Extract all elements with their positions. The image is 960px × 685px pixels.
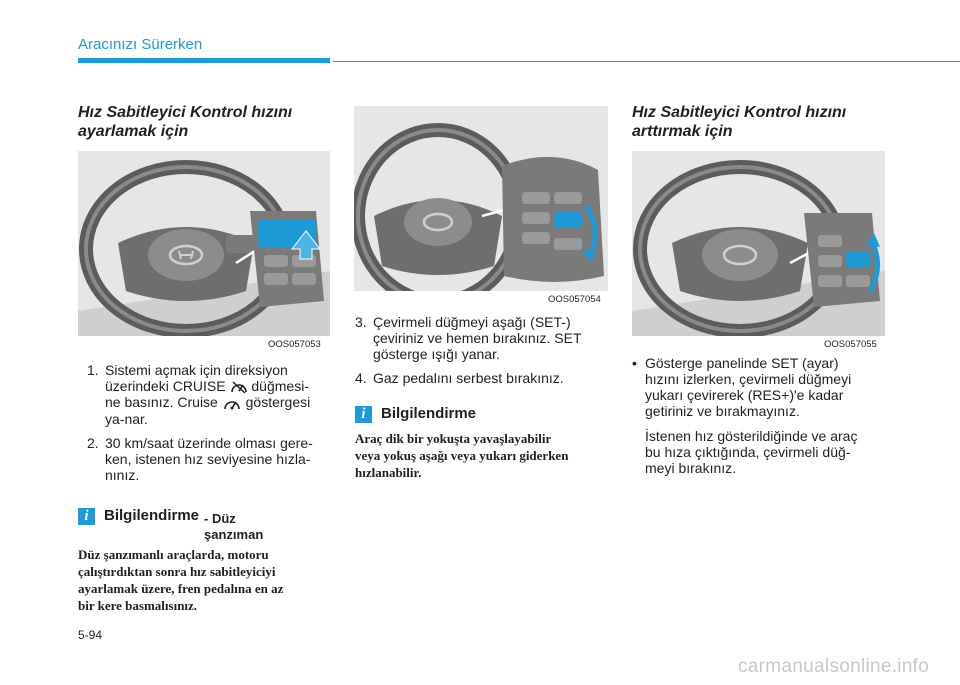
- step-number: 3.: [355, 314, 367, 330]
- info-body-hill: [355, 430, 611, 481]
- heading-adjust-speed: [78, 103, 292, 141]
- heading-line: ayarlamak için: [78, 123, 189, 140]
- watermark: carmanualsonline.info: [738, 656, 930, 677]
- figure-steering-wheel-3: [632, 151, 885, 336]
- info-line: çalıştırdıktan sonra hız sabitleyiciyi: [78, 564, 276, 579]
- step-text: nınız.: [105, 466, 140, 483]
- header-rule-thin: [333, 61, 960, 62]
- bullet-text: Gösterge panelinde SET (ayar): [645, 355, 839, 371]
- step-text: 30 km/saat üzerinde olması gere-: [105, 434, 313, 451]
- info-label: Bilgilendirme: [381, 405, 477, 422]
- steering-wheel-illustration: [354, 106, 608, 291]
- figure-steering-wheel-1: [78, 151, 330, 336]
- cruise-icon: [230, 380, 248, 394]
- step-text: göstergesi: [245, 394, 311, 411]
- page-number: 5-94: [78, 628, 103, 642]
- list-item: [355, 370, 609, 386]
- info-line: hızlanabilir.: [355, 465, 422, 480]
- step-text: ken, istenen hız seviyesine hızla-: [105, 450, 311, 467]
- list-item: [632, 355, 886, 419]
- step-text: Çevirmeli düğmeyi aşağı (SET-): [373, 314, 571, 330]
- figure-steering-wheel-2: [354, 106, 608, 291]
- figure-code: OOS057055: [824, 339, 877, 350]
- bullet-list: [632, 355, 886, 419]
- info-suffix-line: - Düz: [204, 511, 236, 526]
- para-line: bu hıza çıktığında, çevirmeli düğ-: [645, 444, 851, 460]
- step-number: 1.: [87, 362, 99, 378]
- info-icon: i: [78, 508, 95, 525]
- bullet-text: yukarı çevirerek (RES+)'e kadar: [645, 387, 844, 403]
- bullet-text: hızını izlerken, çevirmeli düğmeyi: [645, 371, 852, 387]
- info-header-manual: [78, 507, 263, 543]
- info-line: ayarlamak üzere, fren pedalına en az: [78, 581, 284, 596]
- step-text: ne basınız. Cruise: [105, 394, 218, 411]
- info-line: veya yokuş aşağı veya yukarı giderken: [355, 448, 569, 463]
- info-line: bir kere basmalısınız.: [78, 598, 198, 613]
- figure-code: OOS057054: [548, 294, 601, 305]
- paragraph-release: [645, 428, 887, 476]
- steering-wheel-illustration: [632, 151, 885, 336]
- steps-list: [87, 362, 333, 491]
- figure-code: OOS057053: [268, 339, 321, 350]
- info-icon: i: [355, 406, 372, 423]
- step-text: ya-nar.: [105, 410, 148, 427]
- bullet-text: getiriniz ve bırakmayınız.: [645, 403, 800, 419]
- list-item: [355, 314, 609, 362]
- info-suffix-line: şanzıman: [204, 527, 264, 542]
- list-item: [87, 435, 333, 483]
- cruise-indicator-icon: [222, 397, 242, 411]
- info-line: Düz şanzımanlı araçlarda, motoru: [78, 547, 269, 562]
- heading-line: arttırmak için: [632, 123, 733, 140]
- header-rule-thick: [78, 58, 330, 63]
- step-text: çeviriniz ve hemen bırakınız. SET: [373, 330, 582, 346]
- info-line: Araç dik bir yokuşta yavaşlayabilir: [355, 431, 552, 446]
- para-line: meyi bırakınız.: [645, 460, 737, 476]
- step-text: Gaz pedalını serbest bırakınız.: [373, 370, 564, 386]
- info-body-manual: [78, 546, 334, 614]
- info-header-hill: [355, 405, 476, 423]
- section-title: Aracınızı Sürerken: [78, 36, 203, 53]
- para-line: İstenen hız gösterildiğinde ve araç: [645, 428, 858, 444]
- steering-wheel-illustration: [78, 151, 330, 336]
- step-text: Sistemi açmak için direksiyon: [105, 362, 288, 378]
- step-text: düğmesi-: [251, 378, 309, 394]
- step-number: 2.: [87, 434, 99, 451]
- list-item: [87, 362, 333, 427]
- step-number: 4.: [355, 370, 367, 386]
- info-label: Bilgilendirme: [104, 507, 200, 524]
- steps-list: [355, 314, 609, 394]
- heading-line: Hız Sabitleyici Kontrol hızını: [632, 104, 847, 121]
- info-suffix: [204, 511, 263, 543]
- heading-increase-speed: [632, 103, 846, 141]
- heading-line: Hız Sabitleyici Kontrol hızını: [78, 104, 293, 121]
- step-text: üzerindeki CRUISE: [105, 378, 226, 394]
- step-text: gösterge ışığı yanar.: [373, 346, 500, 362]
